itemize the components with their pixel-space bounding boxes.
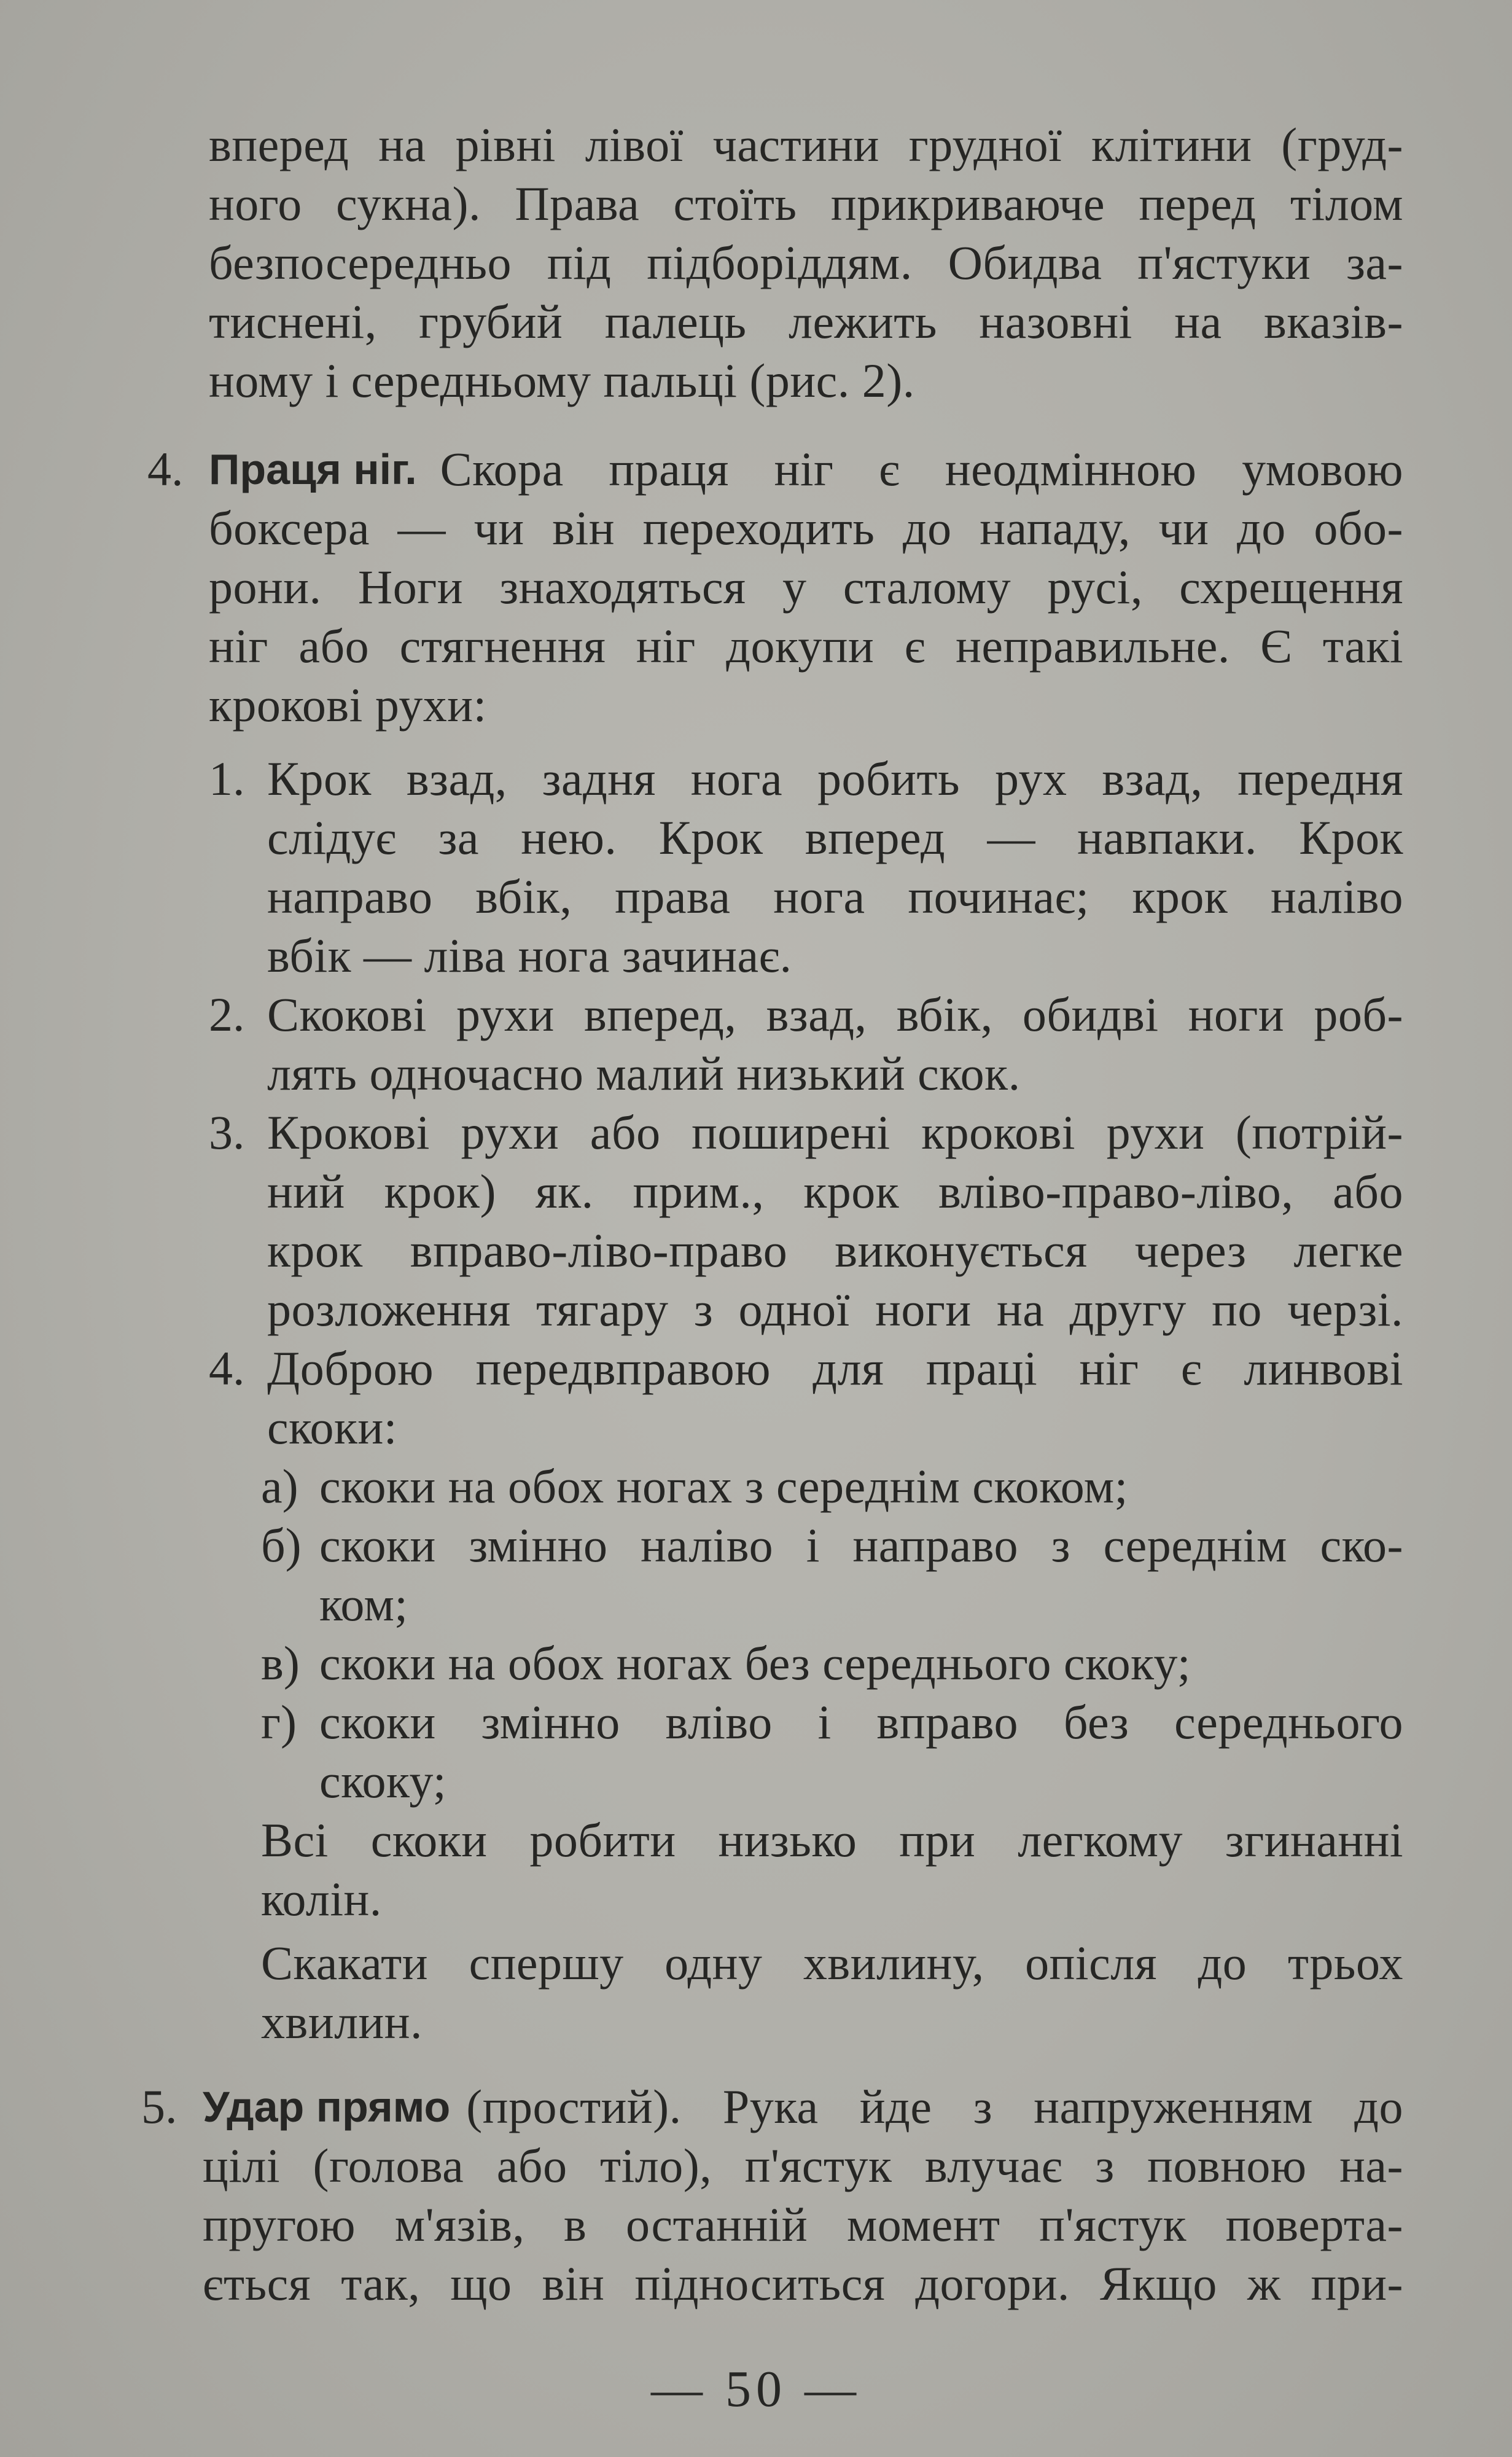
intro-line-5: ному і середньому пальці (рис. 2). <box>209 354 915 407</box>
item-1-number: 1. <box>209 752 245 805</box>
section-4-line: крокові рухи: <box>209 678 487 732</box>
intro-line-2: ного сукна). Права стоїть прикриваюче перед тілом <box>209 177 1403 230</box>
subitem-d-label: г) <box>261 1695 297 1749</box>
item-1-line: слідує за нею. Крок вперед — навпаки. Крок <box>267 811 1403 864</box>
item-2-number: 2. <box>209 988 245 1041</box>
intro-line-4: тиснені, грубий палець лежить назовні на вказів- <box>209 295 1403 348</box>
section-4-title: Праця ніг. <box>209 445 417 493</box>
section-5-line: ється так, що він підноситься догори. Якщо ж при- <box>203 2257 1403 2310</box>
item-3-line: крок вправо-ліво-право виконується через легке <box>267 1224 1403 1277</box>
subitem-b-line: скоки змінно наліво і направо з середнім ско- <box>319 1518 1403 1572</box>
item-2-line: лять одночасно малий низький скок. <box>267 1047 1021 1100</box>
section-4-number: 4. <box>147 442 184 496</box>
section-4-line: боксера — чи він переходить до нападу, чи до обо- <box>209 501 1403 555</box>
subitem-a-label: а) <box>261 1459 298 1513</box>
item-3-line: Крокові рухи або поширені крокові рухи (потрій- <box>267 1106 1403 1159</box>
item-4-number: 4. <box>209 1342 245 1395</box>
note-1-line: колін. <box>261 1872 382 1926</box>
note-2-line: хвилин. <box>261 1995 423 2049</box>
subitem-d-line: скоки змінно вліво і вправо без середнього <box>319 1695 1403 1749</box>
section-4-first-line <box>209 440 1403 499</box>
note-2-line: Скакати спершу одну хвилину, опісля до трьох <box>261 1936 1403 1990</box>
item-1-line: Крок взад, задня нога робить рух взад, передня <box>267 752 1403 805</box>
item-3-number: 3. <box>209 1106 245 1159</box>
subitem-d-line: скоку; <box>319 1754 446 1808</box>
note-1-line: Всі скоки робити низько при легкому згинанні <box>261 1813 1403 1867</box>
subitem-b-line: ком; <box>319 1577 408 1631</box>
section-5-title: Удар прямо <box>203 2083 451 2131</box>
section-5-line: цілі (голова або тіло), п'ястук влучає з повною на- <box>203 2139 1403 2192</box>
intro-line-1: вперед на рівні лівої частини грудної клітини (груд- <box>209 118 1403 171</box>
item-4-line: скоки: <box>267 1400 397 1454</box>
section-5-first-line-text: (простий). Рука йде з напруженням до <box>466 2080 1403 2133</box>
item-3-line: ний крок) як. прим., крок вліво-право-ліво, або <box>267 1165 1403 1218</box>
section-5-first-line <box>203 2077 1403 2136</box>
intro-line-3: безпосередньо під підборіддям. Обидва п'ястуки за- <box>209 236 1403 289</box>
section-5-number: 5. <box>141 2080 177 2133</box>
section-4-line: ніг або стягнення ніг докупи є неправильне. Є такі <box>209 619 1403 673</box>
section-5-line: пругою м'язів, в останній момент п'ястук поверта- <box>203 2198 1403 2251</box>
item-4-line: Доброю передвправою для праці ніг є линвові <box>267 1342 1403 1395</box>
item-1-line: вбік — ліва нога зачинає. <box>267 929 792 982</box>
item-3-line: розложення тягару з одної ноги на другу по черзі. <box>267 1283 1403 1336</box>
subitem-c-line: скоки на обох ногах без середнього скоку; <box>319 1636 1191 1690</box>
page-number: — 50 — <box>651 2361 861 2418</box>
subitem-c-label: в) <box>261 1636 300 1690</box>
section-4-line: рони. Ноги знаходяться у сталому русі, схрещення <box>209 560 1403 614</box>
item-2-line: Скокові рухи вперед, взад, вбік, обидві ноги роб- <box>267 988 1403 1041</box>
item-1-line: направо вбік, права нога починає; крок наліво <box>267 870 1403 923</box>
subitem-a-line: скоки на обох ногах з середнім скоком; <box>319 1459 1128 1513</box>
subitem-b-label: б) <box>261 1518 302 1572</box>
section-4-first-line-text: Скора праця ніг є неодмінною умовою <box>440 442 1403 496</box>
